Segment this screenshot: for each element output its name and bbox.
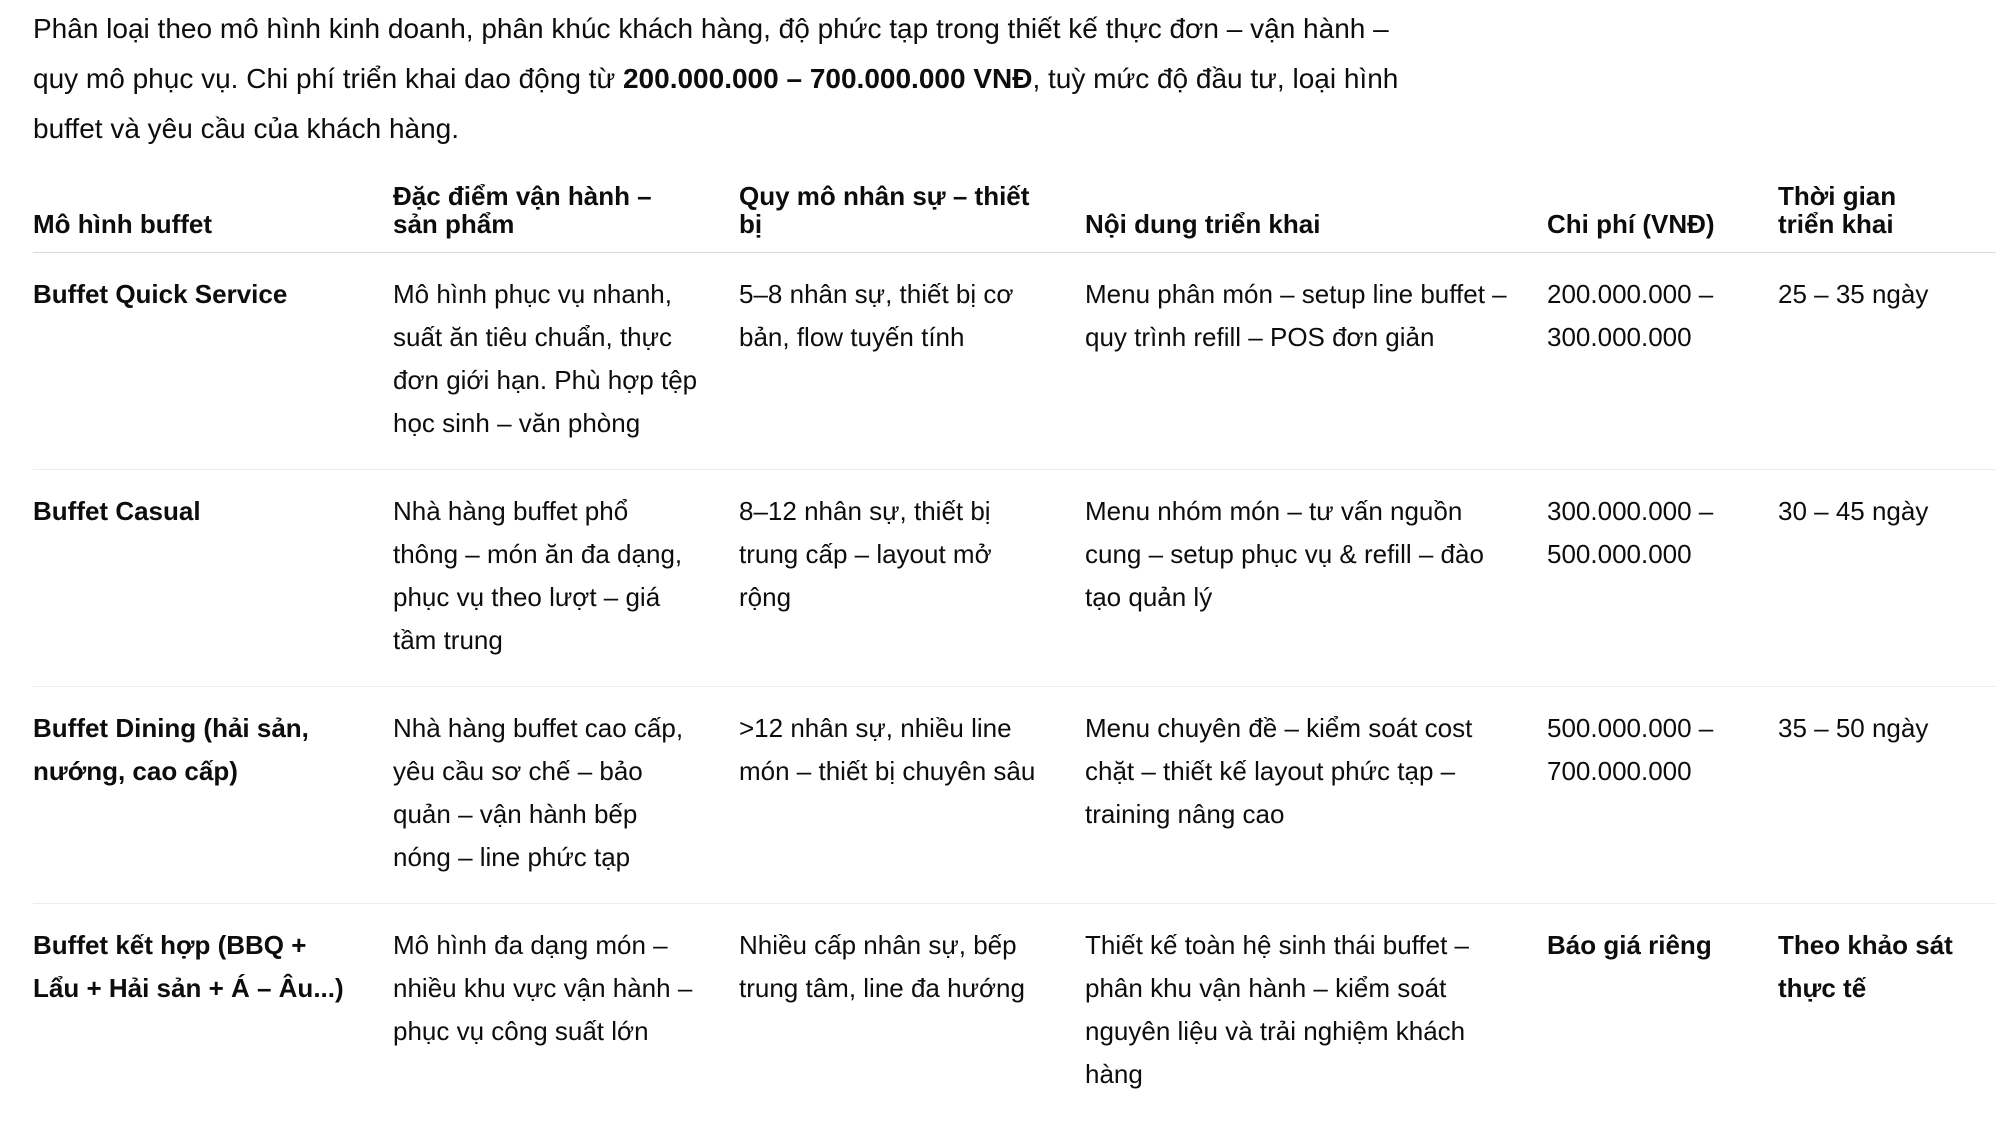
cell-content: Thiết kế toàn hệ sinh thái buffet – phân khu vận hành – kiểm soát nguyên liệu và trải nghiệm khách hàng xyxy=(1085,930,1470,1089)
cell-cost: 200.000.000 – 300.000.000 xyxy=(1547,253,1778,470)
header-features: Đặc điểm vận hành – sản phẩm xyxy=(393,176,739,253)
table-row xyxy=(33,904,1996,1121)
intro-cost-range: 200.000.000 – 700.000.000 VNĐ xyxy=(622,63,1033,94)
cell-scale: >12 nhân sự, nhiều line món – thiết bị chuyên sâu xyxy=(739,687,1085,904)
cell-content: Menu nhóm món – tư vấn nguồn cung – setup phục vụ & refill – đào tạo quản lý xyxy=(1085,470,1547,687)
header-cost: Chi phí (VNĐ) xyxy=(1547,176,1778,253)
buffet-model-table xyxy=(33,176,1996,1120)
table-row xyxy=(33,470,1996,687)
cell-model: Buffet Dining (hải sản, nướng, cao cấp) xyxy=(33,687,393,904)
cell-content: Menu chuyên đề – kiểm soát cost chặt – thiết kế layout phức tạp – training nâng cao xyxy=(1085,687,1547,904)
cell-scale: 5–8 nhân sự, thiết bị cơ bản, flow tuyến tính xyxy=(739,253,1085,470)
cell-cost: 300.000.000 – 500.000.000 xyxy=(1547,470,1778,687)
cell-scale: Nhiều cấp nhân sự, bếp trung tâm, line đa hướng xyxy=(739,930,1025,1003)
cell-features: Nhà hàng buffet cao cấp, yêu cầu sơ chế – bảo quản – vận hành bếp nóng – line phức tạp xyxy=(393,687,739,904)
cell-model: Buffet Quick Service xyxy=(33,253,393,470)
table-row xyxy=(33,253,1996,470)
table-header-row xyxy=(33,176,1996,253)
cell-features: Mô hình đa dạng món – nhiều khu vực vận hành – phục vụ công suất lớn xyxy=(393,930,693,1046)
cell-model: Buffet kết hợp (BBQ + Lẩu + Hải sản + Á – Âu...) xyxy=(33,930,344,1003)
cell-features: Mô hình phục vụ nhanh, suất ăn tiêu chuẩn, thực đơn giới hạn. Phù hợp tệp học sinh – văn phòng xyxy=(393,253,739,470)
intro-paragraph xyxy=(33,4,1433,154)
header-content: Nội dung triển khai xyxy=(1085,176,1547,253)
header-time: Thời gian triển khai xyxy=(1778,176,1996,253)
cell-scale: 8–12 nhân sự, thiết bị trung cấp – layout mở rộng xyxy=(739,470,1085,687)
table-row xyxy=(33,687,1996,904)
header-scale: Quy mô nhân sự – thiết bị xyxy=(739,176,1085,253)
cell-cost: 500.000.000 – 700.000.000 xyxy=(1547,687,1778,904)
intro-text-after: , tuỳ mức độ đầu tư, loại hình buffet và yêu cầu của khách hàng. xyxy=(33,63,1399,144)
cell-cost: Báo giá riêng xyxy=(1547,930,1712,960)
cell-model: Buffet Casual xyxy=(33,470,393,687)
cell-content: Menu phân món – setup line buffet – quy trình refill – POS đơn giản xyxy=(1085,253,1547,470)
header-model: Mô hình buffet xyxy=(33,176,393,253)
cell-time: Theo khảo sát thực tế xyxy=(1778,930,1953,1003)
cell-time: 30 – 45 ngày xyxy=(1778,470,1996,687)
intro-text-before: Phân loại theo mô hình kinh doanh, phân khúc khách hàng, độ phức tạp trong thiết kế thực đơn – vận hành – quy mô phục vụ. Chi phí triển khai dao động từ xyxy=(33,13,1389,94)
cell-time: 35 – 50 ngày xyxy=(1778,687,1996,904)
cell-time: 25 – 35 ngày xyxy=(1778,253,1996,470)
cell-features: Nhà hàng buffet phổ thông – món ăn đa dạng, phục vụ theo lượt – giá tầm trung xyxy=(393,470,739,687)
